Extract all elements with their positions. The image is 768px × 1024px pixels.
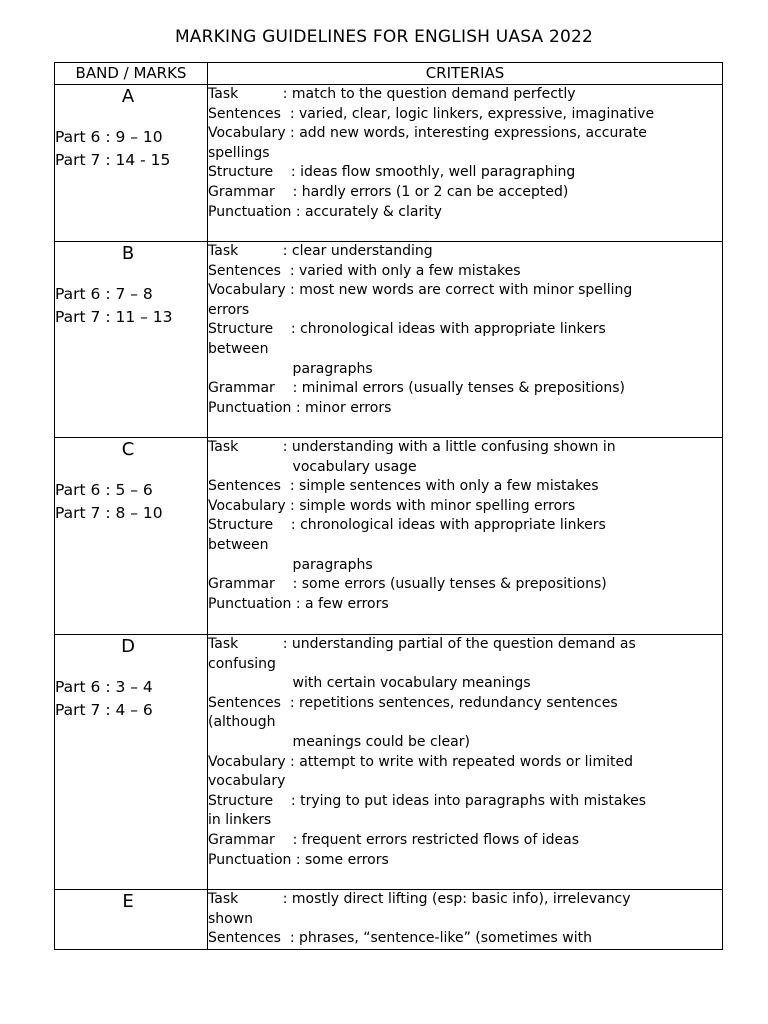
marking-guidelines-table: [54, 62, 723, 950]
criteria-line: Grammar : hardly errors (1 or 2 can be accepted): [208, 183, 569, 200]
criteria-line: Sentences : varied, clear, logic linkers, expressive, imaginative: [208, 105, 655, 122]
criteria-line: Grammar : frequent errors restricted flows of ideas: [208, 831, 579, 848]
criteria-line: Sentences : simple sentences with only a few mistakes: [208, 478, 599, 495]
criteria-line: Vocabulary : add new words, interesting expressions, accurate: [208, 125, 647, 142]
marks-part-6: Part 6 : 9 – 10: [55, 128, 163, 146]
marks-part-7: Part 7 : 8 – 10: [55, 504, 163, 522]
criteria-line: paragraphs: [208, 556, 373, 573]
table-row-band-b: [55, 242, 723, 438]
table-row-band-a: [55, 85, 723, 242]
criteria-cell: [208, 85, 723, 242]
page-title: MARKING GUIDELINES FOR ENGLISH UASA 2022: [174, 27, 594, 47]
criteria-cell: [208, 890, 723, 950]
marks-part-6: Part 6 : 3 – 4: [55, 678, 153, 696]
band-marks: [55, 126, 207, 172]
criteria-line: spellings: [208, 144, 270, 161]
table-row-band-d: [55, 635, 723, 890]
criteria-line: vocabulary: [208, 773, 286, 790]
table-row-band-e: [55, 890, 723, 950]
band-marks: [55, 283, 207, 329]
table-header-row: [55, 63, 723, 85]
criteria-line: (although: [208, 714, 276, 731]
criteria-line: in linkers: [208, 812, 272, 829]
band-letter: E: [122, 891, 134, 912]
header-band-marks: BAND / MARKS: [55, 63, 208, 85]
band-marks: [55, 676, 207, 722]
criteria-line: Task : understanding partial of the question demand as: [208, 636, 636, 652]
band-cell: [55, 890, 208, 950]
marks-part-7: Part 7 : 11 – 13: [55, 308, 173, 326]
criteria-cell: [208, 438, 723, 635]
criteria-line: Structure : chronological ideas with appropriate linkers: [208, 517, 606, 534]
criteria-line: Sentences : phrases, “sentence-like” (sometimes with: [208, 930, 592, 947]
criteria-line: Task : match to the question demand perfectly: [208, 86, 576, 102]
criteria-line: confusing: [208, 655, 276, 672]
criteria-line: Vocabulary : most new words are correct with minor spelling: [208, 282, 633, 299]
criteria-line: Task : understanding with a little confusing shown in: [208, 439, 616, 455]
table-row-band-c: [55, 438, 723, 635]
criteria-line: shown: [208, 910, 254, 927]
marks-part-7: Part 7 : 14 - 15: [55, 151, 171, 169]
band-letter: B: [121, 243, 135, 264]
band-letter: C: [121, 439, 135, 460]
criteria-line: Sentences : repetitions sentences, redundancy sentences: [208, 694, 618, 711]
band-marks: [55, 479, 207, 525]
criteria-line: Sentences : varied with only a few mistakes: [208, 262, 521, 279]
marks-part-6: Part 6 : 7 – 8: [55, 285, 153, 303]
criteria-line: Vocabulary : simple words with minor spelling errors: [208, 497, 576, 514]
header-criterias: CRITERIAS: [208, 63, 723, 85]
band-letter: D: [121, 636, 135, 657]
band-cell: [55, 635, 208, 890]
criteria-line: Punctuation : accurately & clarity: [208, 203, 442, 220]
criteria-line: meanings could be clear): [208, 733, 470, 750]
criteria-line: Grammar : minimal errors (usually tenses & prepositions): [208, 380, 625, 397]
criteria-line: Task : clear understanding: [208, 243, 433, 259]
criteria-line: between: [208, 340, 269, 357]
criteria-line: between: [208, 536, 269, 553]
band-cell: [55, 85, 208, 242]
criteria-line: Task : mostly direct lifting (esp: basic info), irrelevancy: [208, 891, 631, 907]
criteria-line: Structure : chronological ideas with appropriate linkers: [208, 321, 606, 338]
criteria-line: vocabulary usage: [208, 458, 417, 475]
criteria-line: Punctuation : a few errors: [208, 595, 389, 612]
criteria-line: Punctuation : minor errors: [208, 399, 392, 416]
band-cell: [55, 242, 208, 438]
marks-part-6: Part 6 : 5 – 6: [55, 481, 153, 499]
criteria-line: Grammar : some errors (usually tenses & prepositions): [208, 576, 607, 593]
criteria-line: Vocabulary : attempt to write with repeated words or limited: [208, 753, 633, 770]
criteria-cell: [208, 242, 723, 438]
marks-part-7: Part 7 : 4 – 6: [55, 701, 153, 719]
criteria-cell: [208, 635, 723, 890]
band-letter: A: [121, 86, 135, 107]
criteria-line: paragraphs: [208, 360, 373, 377]
criteria-line: with certain vocabulary meanings: [208, 675, 531, 692]
criteria-line: errors: [208, 301, 250, 318]
band-cell: [55, 438, 208, 635]
criteria-line: Structure : ideas flow smoothly, well paragraphing: [208, 164, 576, 181]
criteria-line: Punctuation : some errors: [208, 851, 389, 868]
criteria-line: Structure : trying to put ideas into paragraphs with mistakes: [208, 792, 646, 809]
